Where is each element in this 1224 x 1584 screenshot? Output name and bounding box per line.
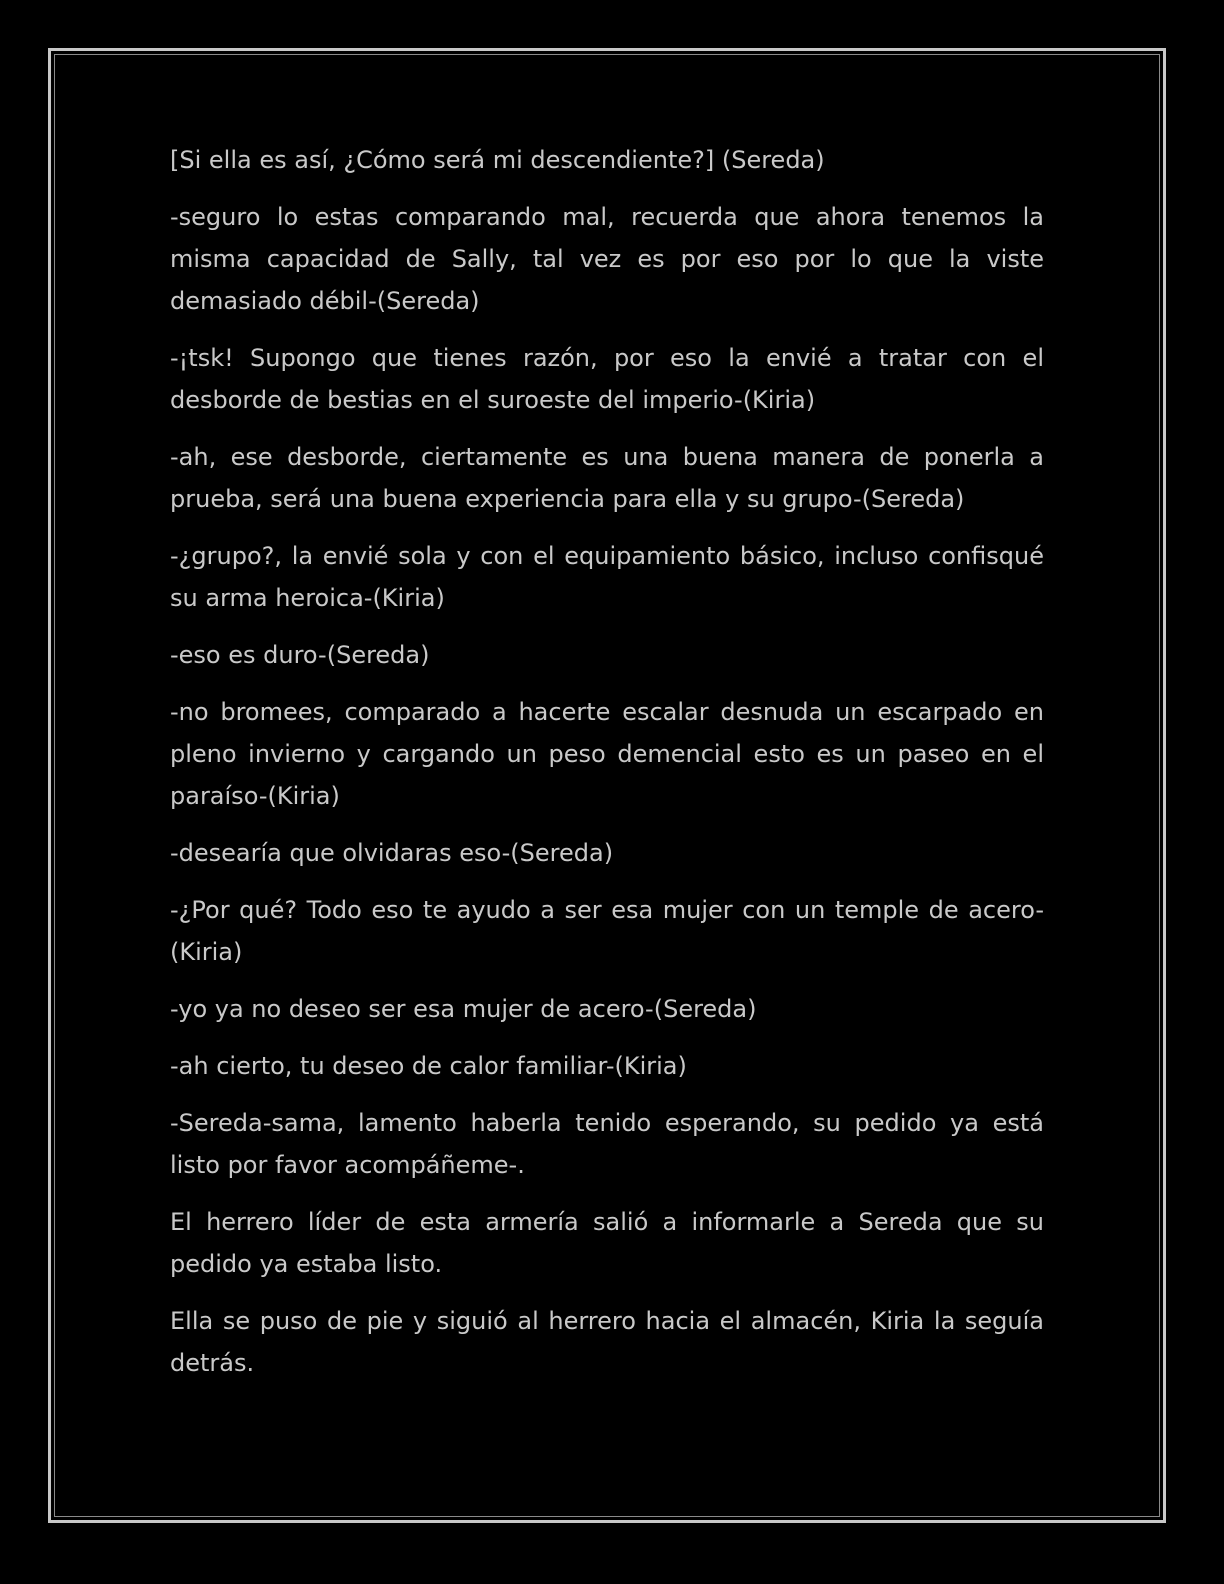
document-body bbox=[170, 139, 1044, 1399]
paragraph: -¡tsk! Supongo que tienes razón, por eso la envié a tratar con el desborde de bestias en el suroeste del imperio-(Kiria) bbox=[170, 344, 1044, 414]
paragraph: -seguro lo estas comparando mal, recuerda que ahora tenemos la misma capacidad de Sally, tal vez es por eso por lo que la viste demasiado débil-(Sereda) bbox=[170, 203, 1044, 315]
paragraph: -no bromees, comparado a hacerte escalar desnuda un escarpado en pleno invierno y cargando un peso demencial esto es un paseo en el paraíso-(Kiria) bbox=[170, 698, 1044, 810]
paragraph: -ah, ese desborde, ciertamente es una buena manera de ponerla a prueba, será una buena experiencia para ella y su grupo-(Sereda) bbox=[170, 443, 1044, 513]
paragraph: -eso es duro-(Sereda) bbox=[170, 641, 430, 669]
paragraph: [Si ella es así, ¿Cómo será mi descendiente?] (Sereda) bbox=[170, 146, 825, 174]
paragraph: -ah cierto, tu deseo de calor familiar-(Kiria) bbox=[170, 1052, 687, 1080]
paragraph: -¿Por qué? Todo eso te ayudo a ser esa mujer con un temple de acero-(Kiria) bbox=[170, 896, 1044, 966]
paragraph: -Sereda-sama, lamento haberla tenido esperando, su pedido ya está listo por favor acompáñeme-. bbox=[170, 1109, 1044, 1179]
paragraph: -desearía que olvidaras eso-(Sereda) bbox=[170, 839, 614, 867]
paragraph: Ella se puso de pie y siguió al herrero hacia el almacén, Kiria la seguía detrás. bbox=[170, 1307, 1044, 1377]
paragraph: -yo ya no deseo ser esa mujer de acero-(Sereda) bbox=[170, 995, 757, 1023]
paragraph: -¿grupo?, la envié sola y con el equipamiento básico, incluso confisqué su arma heroica-(Kiria) bbox=[170, 542, 1044, 612]
paragraph: El herrero líder de esta armería salió a informarle a Sereda que su pedido ya estaba listo. bbox=[170, 1208, 1044, 1278]
